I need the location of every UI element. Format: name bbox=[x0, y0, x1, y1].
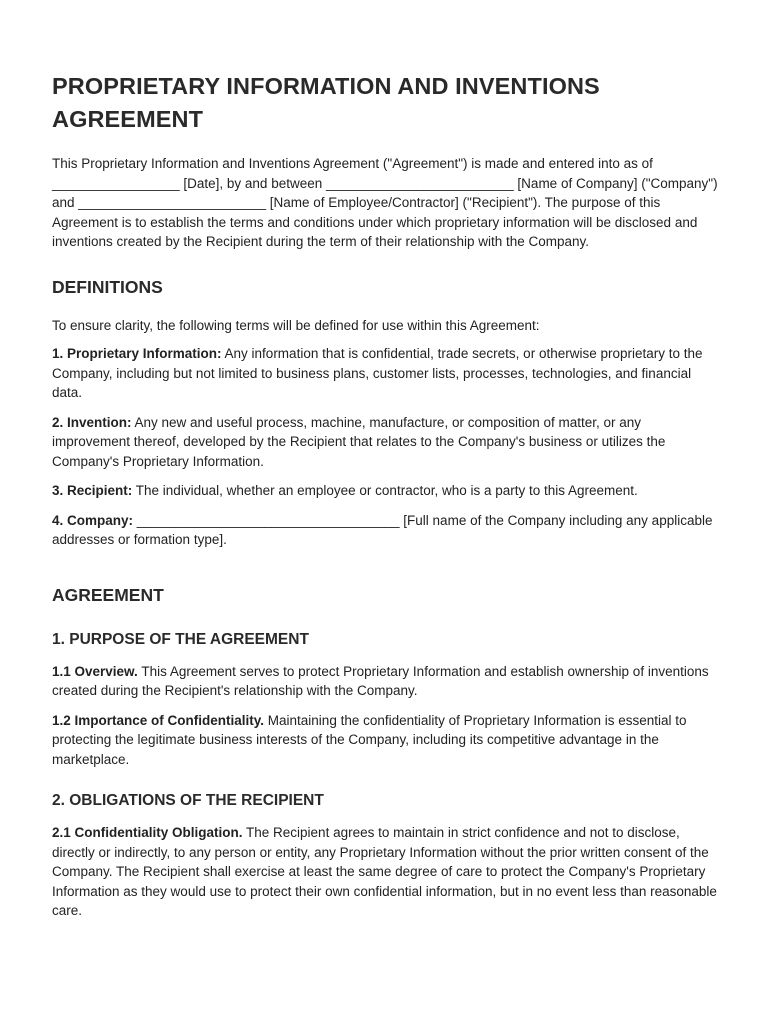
definition-term: 3. Recipient: bbox=[52, 483, 133, 498]
definition-company bbox=[52, 511, 718, 550]
definition-invention bbox=[52, 413, 718, 472]
clause-text: Maintaining the confidentiality of Proprietary Information is essential to protecting the legitimate business interests of the Company, including its competitive advantage in the marketplace. bbox=[52, 712, 687, 767]
agreement-heading: AGREEMENT bbox=[52, 584, 164, 605]
definition-proprietary-information bbox=[52, 344, 718, 403]
document-title: PROPRIETARY INFORMATION AND INVENTIONS AGREEMENT bbox=[52, 73, 600, 132]
clause-term: 1.1 Overview. bbox=[52, 663, 138, 679]
clause-2-1 bbox=[52, 823, 718, 921]
clause-text: The Recipient agrees to maintain in strict confidence and not to disclose, directly or indirectly, to any person or entity, any Proprietary Information without the prior written consent of the Company. The Recipient shall exercise at least the same degree of care to protect the Company's Proprietary Information as they would use to protect their own confidential information, but in no event less than reasonable care. bbox=[52, 825, 717, 918]
definition-term: 2. Invention: bbox=[52, 414, 132, 430]
purpose-section-heading: 1. PURPOSE OF THE AGREEMENT bbox=[52, 630, 309, 648]
definition-text: Any new and useful process, machine, manufacture, or composition of matter, or any improvement thereof, developed by the Recipient that relates to the Company's business or utilizes the Company's Proprietary Information. bbox=[52, 414, 666, 469]
definitions-lead: To ensure clarity, the following terms will be defined for use within this Agreement: bbox=[52, 317, 540, 333]
clause-1-2 bbox=[52, 711, 718, 770]
clause-term: 1.2 Importance of Confidentiality. bbox=[52, 712, 265, 728]
intro-paragraph: This Proprietary Information and Inventions Agreement ("Agreement") is made and entered into as of _________________ [Date], by and between _________________________ [Name of Company] ("Company") and _________________________ [Name of Employee/Contractor] ("Recipient"). The purpose of this Agreement is to establish the terms and conditions under which proprietary information will be disclosed and inventions created by the Recipient during the term of their relationship with the Company. bbox=[52, 156, 718, 249]
spacer bbox=[52, 560, 718, 584]
definition-text: Any information that is confidential, trade secrets, or otherwise proprietary to the Company, including but not limited to business plans, customer lists, processes, technologies, and financial data. bbox=[52, 346, 703, 400]
clause-1-1 bbox=[52, 662, 718, 701]
obligations-section-heading: 2. OBLIGATIONS OF THE RECIPIENT bbox=[52, 792, 324, 809]
definition-text: ___________________________________ [Full name of the Company including any applicable addresses or formation type]. bbox=[52, 512, 713, 547]
definition-text: The individual, whether an employee or contractor, who is a party to this Agreement. bbox=[132, 483, 638, 498]
spacer bbox=[52, 779, 718, 791]
definition-term: 4. Company: bbox=[52, 512, 134, 528]
definition-term: 1. Proprietary Information: bbox=[52, 346, 222, 361]
clause-term: 2.1 Confidentiality Obligation. bbox=[52, 825, 243, 840]
clause-text: This Agreement serves to protect Proprietary Information and establish ownership of inventions created during the Recipient's relationship with the Company. bbox=[52, 663, 709, 698]
definition-recipient bbox=[52, 481, 718, 501]
definitions-heading: DEFINITIONS bbox=[52, 276, 163, 297]
